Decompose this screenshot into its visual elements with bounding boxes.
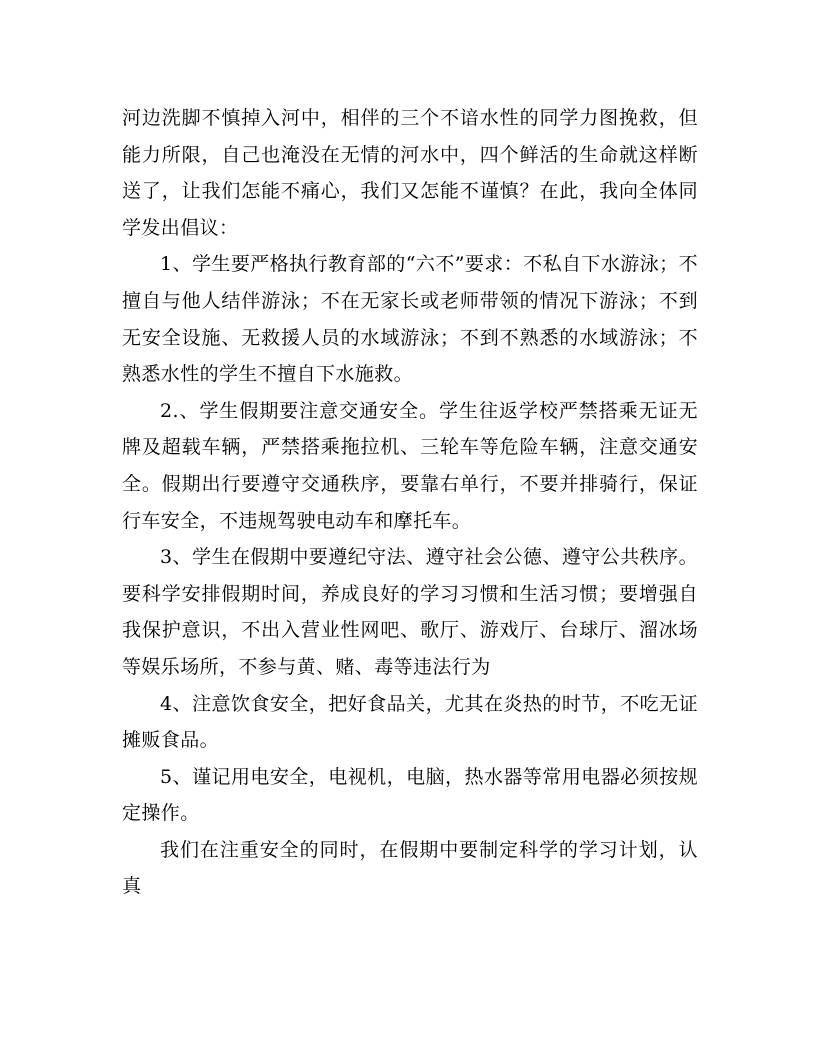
paragraph-item-5-electricity: 5、谨记用电安全，电视机，电脑，热水器等常用电器必须按规定操作。 bbox=[122, 765, 698, 825]
paragraph-intro-continuation: 河边洗脚不慎掉入河中，相伴的三个不谙水性的同学力图挽救，但能力所限，自己也淹没在无情的河水中，四个鲜活的生命就这样断送了，让我们怎能不痛心，我们又怎能不谨慎？在此，我向全体同学发出倡议： bbox=[122, 107, 698, 239]
paragraph-closing: 我们在注重安全的同时，在假期中要制定科学的学习计划，认真 bbox=[122, 838, 698, 898]
document-body bbox=[122, 100, 698, 905]
paragraph-item-1-swimming: 1、学生要严格执行教育部的“六不”要求：不私自下水游泳；不擅自与他人结伴游泳；不在无家长或老师带领的情况下游泳；不到无安全设施、无救援人员的水域游泳；不到不熟悉的水域游泳；不熟悉水性的学生不擅自下水施救。 bbox=[122, 253, 698, 386]
paragraph-item-2-traffic: 2.、学生假期要注意交通安全。学生往返学校严禁搭乘无证无牌及超载车辆，严禁搭乘拖拉机、三轮车等危险车辆，注意交通安全。假期出行要遵守交通秩序，要靠右单行，不要并排骑行，保证行车安全，不违规驾驶电动车和摩托车。 bbox=[122, 399, 698, 532]
paragraph-item-4-food: 4、注意饮食安全，把好食品关，尤其在炎热的时节，不吃无证摊贩食品。 bbox=[122, 692, 698, 752]
paragraph-item-3-conduct: 3、学生在假期中要遵纪守法、遵守社会公德、遵守公共秩序。要科学安排假期时间，养成良好的学习习惯和生活习惯；要增强自我保护意识，不出入营业性网吧、歌厅、游戏厅、台球厅、溜冰场等娱乐场所，不参与黄、赌、毒等违法行为 bbox=[122, 546, 698, 678]
